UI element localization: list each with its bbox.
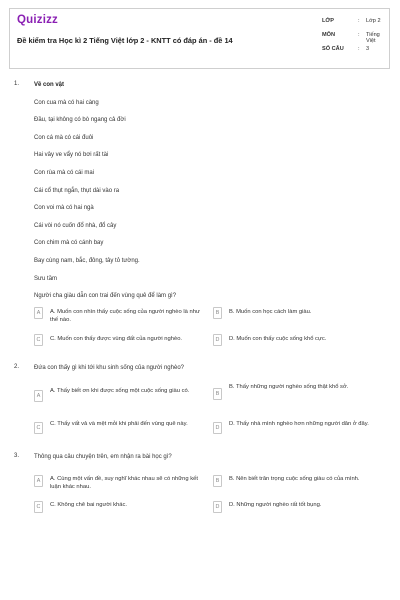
option-letter-box: D <box>213 501 222 513</box>
question-number: 1. <box>14 81 20 87</box>
option-letter-box: A <box>34 307 43 319</box>
option-letter-box: B <box>213 475 222 487</box>
passage-line: Cái vòi nó cuốn đổ nhà, đổ cây <box>34 222 117 229</box>
passage-title: Về con vật <box>34 82 65 88</box>
option-letter-box: A <box>34 475 43 487</box>
option-text: A. Thấy biết ơn khi được sống một cuộc sống giàu có. <box>50 388 190 394</box>
question-2 <box>14 364 386 444</box>
passage-line: Con rùa mà có cái mai <box>34 169 95 176</box>
worksheet-header <box>9 8 390 69</box>
option-letter-box: A <box>34 390 43 402</box>
passage-line: Con voi mà có hai ngà <box>34 205 94 212</box>
question-prompt: Đứa con thấy gì khi tới khu sinh sống của người nghèo? <box>34 365 184 371</box>
meta-value: 3 <box>366 46 370 52</box>
option-text: C. Không chê bai người khác. <box>50 502 127 508</box>
question-body <box>34 364 384 382</box>
passage-line: Đầu, tại không có bò ngang cả đời <box>34 117 126 124</box>
meta-colon: : <box>358 46 360 52</box>
question-1 <box>14 81 386 356</box>
meta-row-class <box>322 15 388 29</box>
option-text: D. Những người nghèo rất tốt bụng. <box>229 502 322 508</box>
meta-info <box>322 15 388 57</box>
passage-line: Con cá mà có cái đuôi <box>34 134 94 141</box>
meta-value: Tiếng Việt <box>366 32 380 44</box>
option-text: B. Thấy những người nghèo sống thật khổ sở. <box>229 384 349 390</box>
option-text: C. Muốn con thấy được vùng đất của người nghèo. <box>50 336 183 342</box>
option-text: D. Muốn con thấy cuộc sống khổ cực. <box>229 336 327 342</box>
quizizz-logo: Quizizz <box>17 14 59 26</box>
meta-row-subject <box>322 29 388 43</box>
question-body <box>34 81 384 310</box>
passage-line: Bay cùng nam, bắc, đông, tây tỏ tường. <box>34 257 140 264</box>
option-letter-box: C <box>34 334 43 346</box>
passage-line: Cái cổ thụt ngắn, thụt dài vào ra <box>34 187 120 194</box>
passage-line: Con cua mà có hai càng <box>34 99 99 106</box>
question-3 <box>14 453 386 523</box>
document-title: Đề kiểm tra Học kì 2 Tiếng Việt lớp 2 - KNTT có đáp án - đề 14 <box>17 36 233 45</box>
option-letter-box: D <box>213 422 222 434</box>
option-text: D. Thấy nhà mình nghèo hơn những người dân ở đây. <box>229 421 369 427</box>
meta-colon: : <box>358 32 360 38</box>
meta-key: SỐ CÂU <box>322 46 344 52</box>
question-number: 2. <box>14 364 20 370</box>
question-body <box>34 453 384 471</box>
question-number: 3. <box>14 453 20 459</box>
meta-value: Lớp 2 <box>366 18 381 24</box>
passage-source: Sưu tầm <box>34 275 58 282</box>
question-prompt: Thông qua câu chuyện trên, em nhận ra bài học gì? <box>34 454 172 460</box>
passage-line: Hai vây ve vẩy nó bơi rất tài <box>34 152 109 159</box>
meta-key: MÔN <box>322 32 336 38</box>
option-letter-box: B <box>213 307 222 319</box>
option-letter-box: D <box>213 334 222 346</box>
question-prompt: Người cha giàu dẫn con trai đến vùng quê để làm gì? <box>34 293 177 300</box>
meta-colon: : <box>358 18 360 24</box>
option-text: B. Nên biết trân trọng cuộc sống giàu có của mình. <box>229 476 360 482</box>
option-letter-box: B <box>213 388 222 400</box>
meta-row-question-count <box>322 43 388 57</box>
option-text: A. Cùng một vấn đề, suy nghĩ khác nhau sẽ có những kết luận khác nhau. <box>50 476 198 491</box>
option-text: A. Muốn con nhìn thấy cuộc sống của người nghèo là như thế nào. <box>50 309 200 324</box>
option-letter-box: C <box>34 501 43 513</box>
passage-line: Con chim mà có cánh bay <box>34 240 104 247</box>
option-text: C. Thấy vất vả và mệt mỏi khi phải đến vùng quê này. <box>50 421 188 427</box>
option-letter-box: C <box>34 422 43 434</box>
option-text: B. Muốn con học cách làm giàu. <box>229 309 312 315</box>
meta-key: LỚP <box>322 18 334 24</box>
